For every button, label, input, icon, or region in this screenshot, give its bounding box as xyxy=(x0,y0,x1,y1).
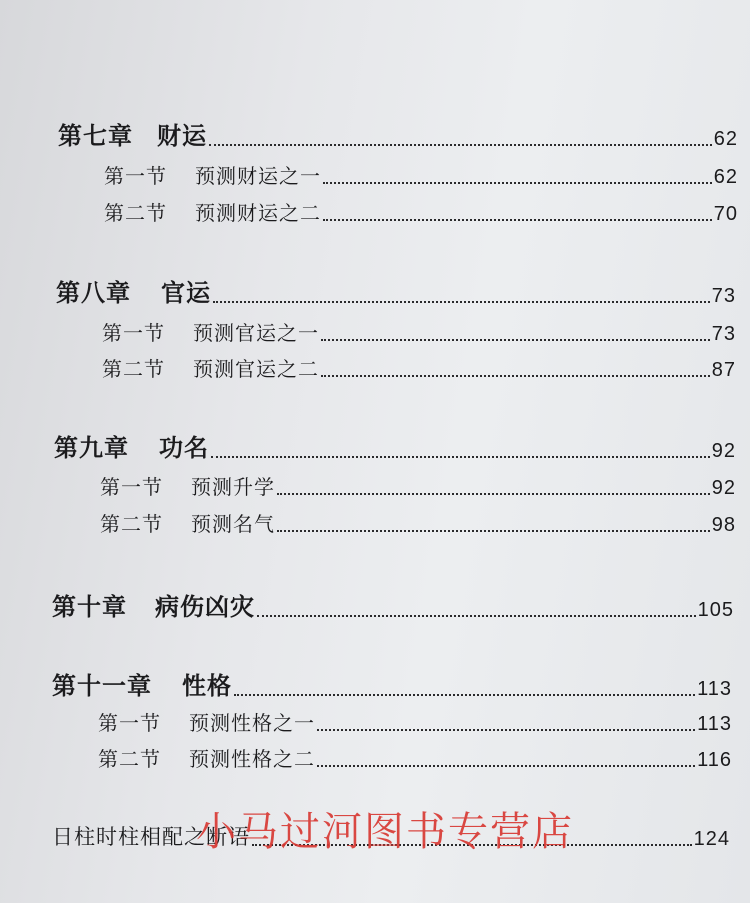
section-entry[interactable] xyxy=(104,160,738,189)
section-number: 第一节 xyxy=(104,164,167,188)
page-number: 113 xyxy=(697,713,732,735)
dot-leader xyxy=(277,493,710,495)
page-number: 92 xyxy=(711,440,736,462)
section-title: 预测性格之一 xyxy=(189,711,315,735)
section-title: 预测官运之一 xyxy=(193,321,319,345)
dot-leader xyxy=(323,182,712,184)
section-number: 第二节 xyxy=(102,357,165,381)
chapter-7-entry[interactable] xyxy=(58,116,738,151)
section-entry[interactable] xyxy=(100,471,736,500)
chapter-8-entry[interactable] xyxy=(56,273,736,308)
appendix-title: 日柱时柱相配之断语 xyxy=(52,825,250,849)
chapter-number: 第八章 xyxy=(56,279,131,307)
chapter-11-entry[interactable] xyxy=(52,666,732,701)
chapter-title: 功名 xyxy=(159,434,209,462)
page-number: 87 xyxy=(711,359,736,381)
section-entry[interactable] xyxy=(98,707,732,736)
chapter-10-entry[interactable] xyxy=(52,587,734,622)
chapter-title: 官运 xyxy=(161,279,211,307)
page-number: 70 xyxy=(713,203,738,225)
dot-leader xyxy=(317,765,695,767)
dot-leader xyxy=(321,375,710,377)
section-entry[interactable] xyxy=(102,317,736,346)
section-number: 第一节 xyxy=(98,711,161,735)
dot-leader xyxy=(317,729,695,731)
page-number: 73 xyxy=(711,285,736,307)
section-number: 第二节 xyxy=(104,201,167,225)
chapter-number: 第七章 xyxy=(58,122,133,150)
page-number: 105 xyxy=(697,599,734,621)
section-title: 预测性格之二 xyxy=(189,747,315,771)
section-entry[interactable] xyxy=(104,197,738,226)
page-number: 116 xyxy=(697,749,732,771)
chapter-number: 第九章 xyxy=(54,434,129,462)
page-number: 73 xyxy=(711,323,736,345)
page-number: 124 xyxy=(693,828,730,850)
section-title: 预测升学 xyxy=(191,475,275,499)
chapter-title: 病伤凶灾 xyxy=(155,593,255,621)
chapter-number: 第十章 xyxy=(52,593,127,621)
page-number: 62 xyxy=(713,166,738,188)
store-watermark: 小马过河图书专营店 xyxy=(196,809,574,855)
section-entry[interactable] xyxy=(102,353,736,382)
page-number: 113 xyxy=(697,678,732,700)
section-entry[interactable] xyxy=(100,508,736,537)
dot-leader xyxy=(211,456,710,458)
section-entry[interactable] xyxy=(98,743,732,772)
dot-leader xyxy=(323,219,712,221)
section-number: 第二节 xyxy=(98,747,161,771)
page-number: 92 xyxy=(711,477,736,499)
section-title: 预测财运之二 xyxy=(195,201,321,225)
page-number: 98 xyxy=(711,514,736,536)
section-title: 预测官运之二 xyxy=(193,357,319,381)
dot-leader xyxy=(234,694,695,696)
dot-leader xyxy=(213,301,710,303)
dot-leader xyxy=(257,615,696,617)
section-title: 预测名气 xyxy=(191,512,275,536)
section-title: 预测财运之一 xyxy=(195,164,321,188)
page-number: 62 xyxy=(713,128,738,150)
dot-leader xyxy=(277,530,710,532)
chapter-number: 第十一章 xyxy=(52,672,152,700)
section-number: 第一节 xyxy=(100,475,163,499)
dot-leader xyxy=(209,144,712,146)
chapter-title: 性格 xyxy=(182,672,232,700)
dot-leader xyxy=(321,339,710,341)
section-number: 第二节 xyxy=(100,512,163,536)
chapter-title: 财运 xyxy=(157,122,207,150)
chapter-9-entry[interactable] xyxy=(54,428,736,463)
section-number: 第一节 xyxy=(102,321,165,345)
